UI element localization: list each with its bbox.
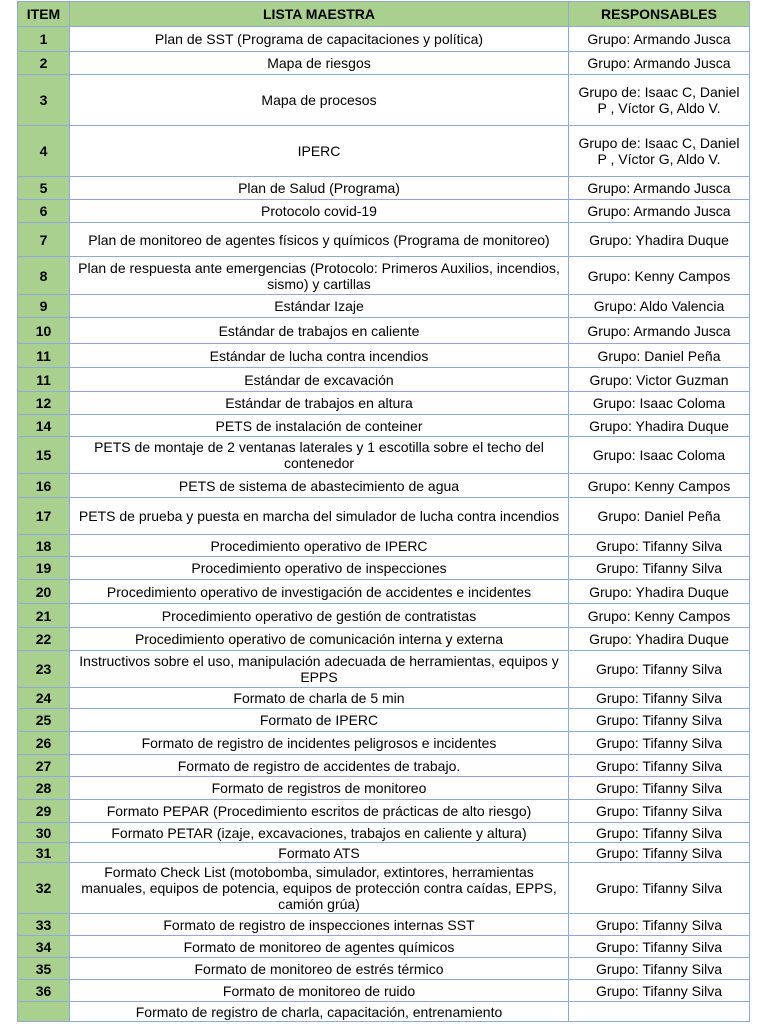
table-row bbox=[18, 200, 750, 223]
responsables-cell: Grupo de: Isaac C, Daniel P , Víctor G, Aldo V. bbox=[569, 75, 750, 126]
lista-maestra-cell: Procedimiento operativo de IPERC bbox=[70, 535, 569, 557]
lista-maestra-cell: Formato Check List (motobomba, simulador, extintores, herramientas manuales, equipos de potencia, equipos de protección contra caídas, EPPS, camión grúa) bbox=[70, 863, 569, 914]
item-number-cell bbox=[18, 1002, 70, 1022]
item-number-cell: 20 bbox=[18, 580, 70, 604]
item-number-cell: 31 bbox=[18, 843, 70, 863]
table-row bbox=[18, 318, 750, 344]
table-row bbox=[18, 498, 750, 535]
item-number-cell: 23 bbox=[18, 651, 70, 688]
table-row bbox=[18, 709, 750, 732]
table-row bbox=[18, 800, 750, 823]
responsables-cell: Grupo: Daniel Peña bbox=[569, 498, 750, 535]
table-row bbox=[18, 843, 750, 863]
responsables-cell: Grupo: Victor Guzman bbox=[569, 368, 750, 392]
table-row bbox=[18, 75, 750, 126]
table-row bbox=[18, 777, 750, 800]
item-number-cell: 15 bbox=[18, 437, 70, 474]
responsables-cell: Grupo de: Isaac C, Daniel P , Víctor G, Aldo V. bbox=[569, 126, 750, 177]
lista-maestra-cell: Formato PEPAR (Procedimiento escritos de prácticas de alto riesgo) bbox=[70, 800, 569, 823]
item-number-cell: 5 bbox=[18, 177, 70, 200]
responsables-cell: Grupo: Tifanny Silva bbox=[569, 535, 750, 557]
table-row bbox=[18, 177, 750, 200]
table-row bbox=[18, 755, 750, 777]
item-number-cell: 24 bbox=[18, 688, 70, 709]
lista-maestra-cell: Mapa de procesos bbox=[70, 75, 569, 126]
table-row bbox=[18, 863, 750, 914]
item-number-cell: 25 bbox=[18, 709, 70, 732]
responsables-cell bbox=[569, 1002, 750, 1022]
responsables-cell: Grupo: Tifanny Silva bbox=[569, 936, 750, 958]
item-number-cell: 11 bbox=[18, 344, 70, 368]
item-number-cell: 36 bbox=[18, 980, 70, 1002]
lista-maestra-cell: Estándar de lucha contra incendios bbox=[70, 344, 569, 368]
table-row bbox=[18, 344, 750, 368]
lista-maestra-cell: IPERC bbox=[70, 126, 569, 177]
lista-maestra-cell: Procedimiento operativo de gestión de contratistas bbox=[70, 604, 569, 628]
table-row bbox=[18, 936, 750, 958]
item-number-cell: 18 bbox=[18, 535, 70, 557]
lista-maestra-cell: Formato de registro de charla, capacitación, entrenamiento bbox=[70, 1002, 569, 1022]
item-number-cell: 19 bbox=[18, 557, 70, 580]
responsables-cell: Grupo: Tifanny Silva bbox=[569, 863, 750, 914]
lista-maestra-cell: Estándar de trabajos en caliente bbox=[70, 318, 569, 344]
lista-maestra-cell: Formato de registro de inspecciones internas SST bbox=[70, 914, 569, 936]
lista-maestra-cell: Formato de monitoreo de agentes químicos bbox=[70, 936, 569, 958]
table-row bbox=[18, 1002, 750, 1022]
responsables-cell: Grupo: Tifanny Silva bbox=[569, 557, 750, 580]
table-row bbox=[18, 415, 750, 437]
lista-maestra-cell: Formato de IPERC bbox=[70, 709, 569, 732]
lista-maestra-cell: Plan de monitoreo de agentes físicos y químicos (Programa de monitoreo) bbox=[70, 223, 569, 257]
responsables-cell: Grupo: Kenny Campos bbox=[569, 604, 750, 628]
table-row bbox=[18, 52, 750, 75]
table-row bbox=[18, 392, 750, 415]
lista-maestra-cell: Mapa de riesgos bbox=[70, 52, 569, 75]
table-row bbox=[18, 295, 750, 318]
item-number-cell: 4 bbox=[18, 126, 70, 177]
lista-maestra-cell: Protocolo covid-19 bbox=[70, 200, 569, 223]
item-number-cell: 10 bbox=[18, 318, 70, 344]
lista-maestra-cell: Procedimiento operativo de investigación de accidentes e incidentes bbox=[70, 580, 569, 604]
item-number-cell: 6 bbox=[18, 200, 70, 223]
lista-maestra-cell: Formato de monitoreo de ruido bbox=[70, 980, 569, 1002]
responsables-cell: Grupo: Tifanny Silva bbox=[569, 914, 750, 936]
header-item: ITEM bbox=[18, 2, 70, 27]
responsables-cell: Grupo: Daniel Peña bbox=[569, 344, 750, 368]
item-number-cell: 7 bbox=[18, 223, 70, 257]
master-list-sheet bbox=[17, 1, 749, 1022]
lista-maestra-cell: Estándar de excavación bbox=[70, 368, 569, 392]
responsables-cell: Grupo: Armando Jusca bbox=[569, 52, 750, 75]
lista-maestra-cell: PETS de montaje de 2 ventanas laterales y 1 escotilla sobre el techo del contenedor bbox=[70, 437, 569, 474]
responsables-cell: Grupo: Yhadira Duque bbox=[569, 223, 750, 257]
table-row bbox=[18, 368, 750, 392]
table-row bbox=[18, 580, 750, 604]
item-number-cell: 1 bbox=[18, 27, 70, 52]
responsables-cell: Grupo: Kenny Campos bbox=[569, 474, 750, 498]
item-number-cell: 16 bbox=[18, 474, 70, 498]
item-number-cell: 35 bbox=[18, 958, 70, 980]
header-lista-maestra: LISTA MAESTRA bbox=[70, 2, 569, 27]
lista-maestra-cell: Formato ATS bbox=[70, 843, 569, 863]
item-number-cell: 34 bbox=[18, 936, 70, 958]
table-row bbox=[18, 126, 750, 177]
table-row bbox=[18, 535, 750, 557]
lista-maestra-cell: Procedimiento operativo de inspecciones bbox=[70, 557, 569, 580]
lista-maestra-cell: Plan de respuesta ante emergencias (Protocolo: Primeros Auxilios, incendios, sismo) y cartillas bbox=[70, 257, 569, 295]
responsables-cell: Grupo: Isaac Coloma bbox=[569, 437, 750, 474]
table-row bbox=[18, 823, 750, 843]
responsables-cell: Grupo: Yhadira Duque bbox=[569, 628, 750, 651]
item-number-cell: 14 bbox=[18, 415, 70, 437]
table-row bbox=[18, 732, 750, 755]
item-number-cell: 21 bbox=[18, 604, 70, 628]
item-number-cell: 2 bbox=[18, 52, 70, 75]
header-responsables: RESPONSABLES bbox=[569, 2, 750, 27]
responsables-cell: Grupo: Armando Jusca bbox=[569, 200, 750, 223]
responsables-cell: Grupo: Tifanny Silva bbox=[569, 800, 750, 823]
lista-maestra-cell: Formato de registros de monitoreo bbox=[70, 777, 569, 800]
responsables-cell: Grupo: Tifanny Silva bbox=[569, 843, 750, 863]
item-number-cell: 3 bbox=[18, 75, 70, 126]
table-row bbox=[18, 557, 750, 580]
table-row bbox=[18, 958, 750, 980]
lista-maestra-cell: Procedimiento operativo de comunicación interna y externa bbox=[70, 628, 569, 651]
table-row bbox=[18, 651, 750, 688]
lista-maestra-cell: PETS de prueba y puesta en marcha del simulador de lucha contra incendios bbox=[70, 498, 569, 535]
item-number-cell: 8 bbox=[18, 257, 70, 295]
responsables-cell: Grupo: Tifanny Silva bbox=[569, 823, 750, 843]
item-number-cell: 32 bbox=[18, 863, 70, 914]
responsables-cell: Grupo: Tifanny Silva bbox=[569, 777, 750, 800]
item-number-cell: 26 bbox=[18, 732, 70, 755]
item-number-cell: 22 bbox=[18, 628, 70, 651]
responsables-cell: Grupo: Isaac Coloma bbox=[569, 392, 750, 415]
lista-maestra-cell: Formato de registro de accidentes de trabajo. bbox=[70, 755, 569, 777]
table-row bbox=[18, 223, 750, 257]
item-number-cell: 30 bbox=[18, 823, 70, 843]
lista-maestra-cell: PETS de instalación de conteiner bbox=[70, 415, 569, 437]
table-row bbox=[18, 688, 750, 709]
responsables-cell: Grupo: Kenny Campos bbox=[569, 257, 750, 295]
responsables-cell: Grupo: Yhadira Duque bbox=[569, 580, 750, 604]
item-number-cell: 17 bbox=[18, 498, 70, 535]
item-number-cell: 33 bbox=[18, 914, 70, 936]
item-number-cell: 27 bbox=[18, 755, 70, 777]
lista-maestra-cell: Formato de monitoreo de estrés térmico bbox=[70, 958, 569, 980]
header-row bbox=[18, 2, 750, 27]
lista-maestra-cell: Instructivos sobre el uso, manipulación adecuada de herramientas, equipos y EPPS bbox=[70, 651, 569, 688]
item-number-cell: 28 bbox=[18, 777, 70, 800]
lista-maestra-cell: PETS de sistema de abastecimiento de agua bbox=[70, 474, 569, 498]
lista-maestra-cell: Plan de Salud (Programa) bbox=[70, 177, 569, 200]
item-number-cell: 9 bbox=[18, 295, 70, 318]
responsables-cell: Grupo: Armando Jusca bbox=[569, 318, 750, 344]
responsables-cell: Grupo: Tifanny Silva bbox=[569, 755, 750, 777]
table-row bbox=[18, 604, 750, 628]
lista-maestra-cell: Formato de registro de incidentes peligrosos e incidentes bbox=[70, 732, 569, 755]
responsables-cell: Grupo: Armando Jusca bbox=[569, 27, 750, 52]
responsables-cell: Grupo: Armando Jusca bbox=[569, 177, 750, 200]
lista-maestra-cell: Plan de SST (Programa de capacitaciones y política) bbox=[70, 27, 569, 52]
table-row bbox=[18, 914, 750, 936]
lista-maestra-cell: Estándar Izaje bbox=[70, 295, 569, 318]
table-row bbox=[18, 980, 750, 1002]
responsables-cell: Grupo: Tifanny Silva bbox=[569, 732, 750, 755]
item-number-cell: 12 bbox=[18, 392, 70, 415]
table-row bbox=[18, 474, 750, 498]
responsables-cell: Grupo: Aldo Valencia bbox=[569, 295, 750, 318]
responsables-cell: Grupo: Tifanny Silva bbox=[569, 651, 750, 688]
table-row bbox=[18, 628, 750, 651]
item-number-cell: 11 bbox=[18, 368, 70, 392]
lista-maestra-cell: Formato PETAR (izaje, excavaciones, trabajos en caliente y altura) bbox=[70, 823, 569, 843]
responsables-cell: Grupo: Tifanny Silva bbox=[569, 709, 750, 732]
responsables-cell: Grupo: Tifanny Silva bbox=[569, 958, 750, 980]
responsables-cell: Grupo: Tifanny Silva bbox=[569, 688, 750, 709]
table-row bbox=[18, 437, 750, 474]
master-list-table bbox=[17, 1, 750, 1022]
table-row bbox=[18, 257, 750, 295]
item-number-cell: 29 bbox=[18, 800, 70, 823]
lista-maestra-cell: Formato de charla de 5 min bbox=[70, 688, 569, 709]
table-row bbox=[18, 27, 750, 52]
responsables-cell: Grupo: Tifanny Silva bbox=[569, 980, 750, 1002]
lista-maestra-cell: Estándar de trabajos en altura bbox=[70, 392, 569, 415]
responsables-cell: Grupo: Yhadira Duque bbox=[569, 415, 750, 437]
